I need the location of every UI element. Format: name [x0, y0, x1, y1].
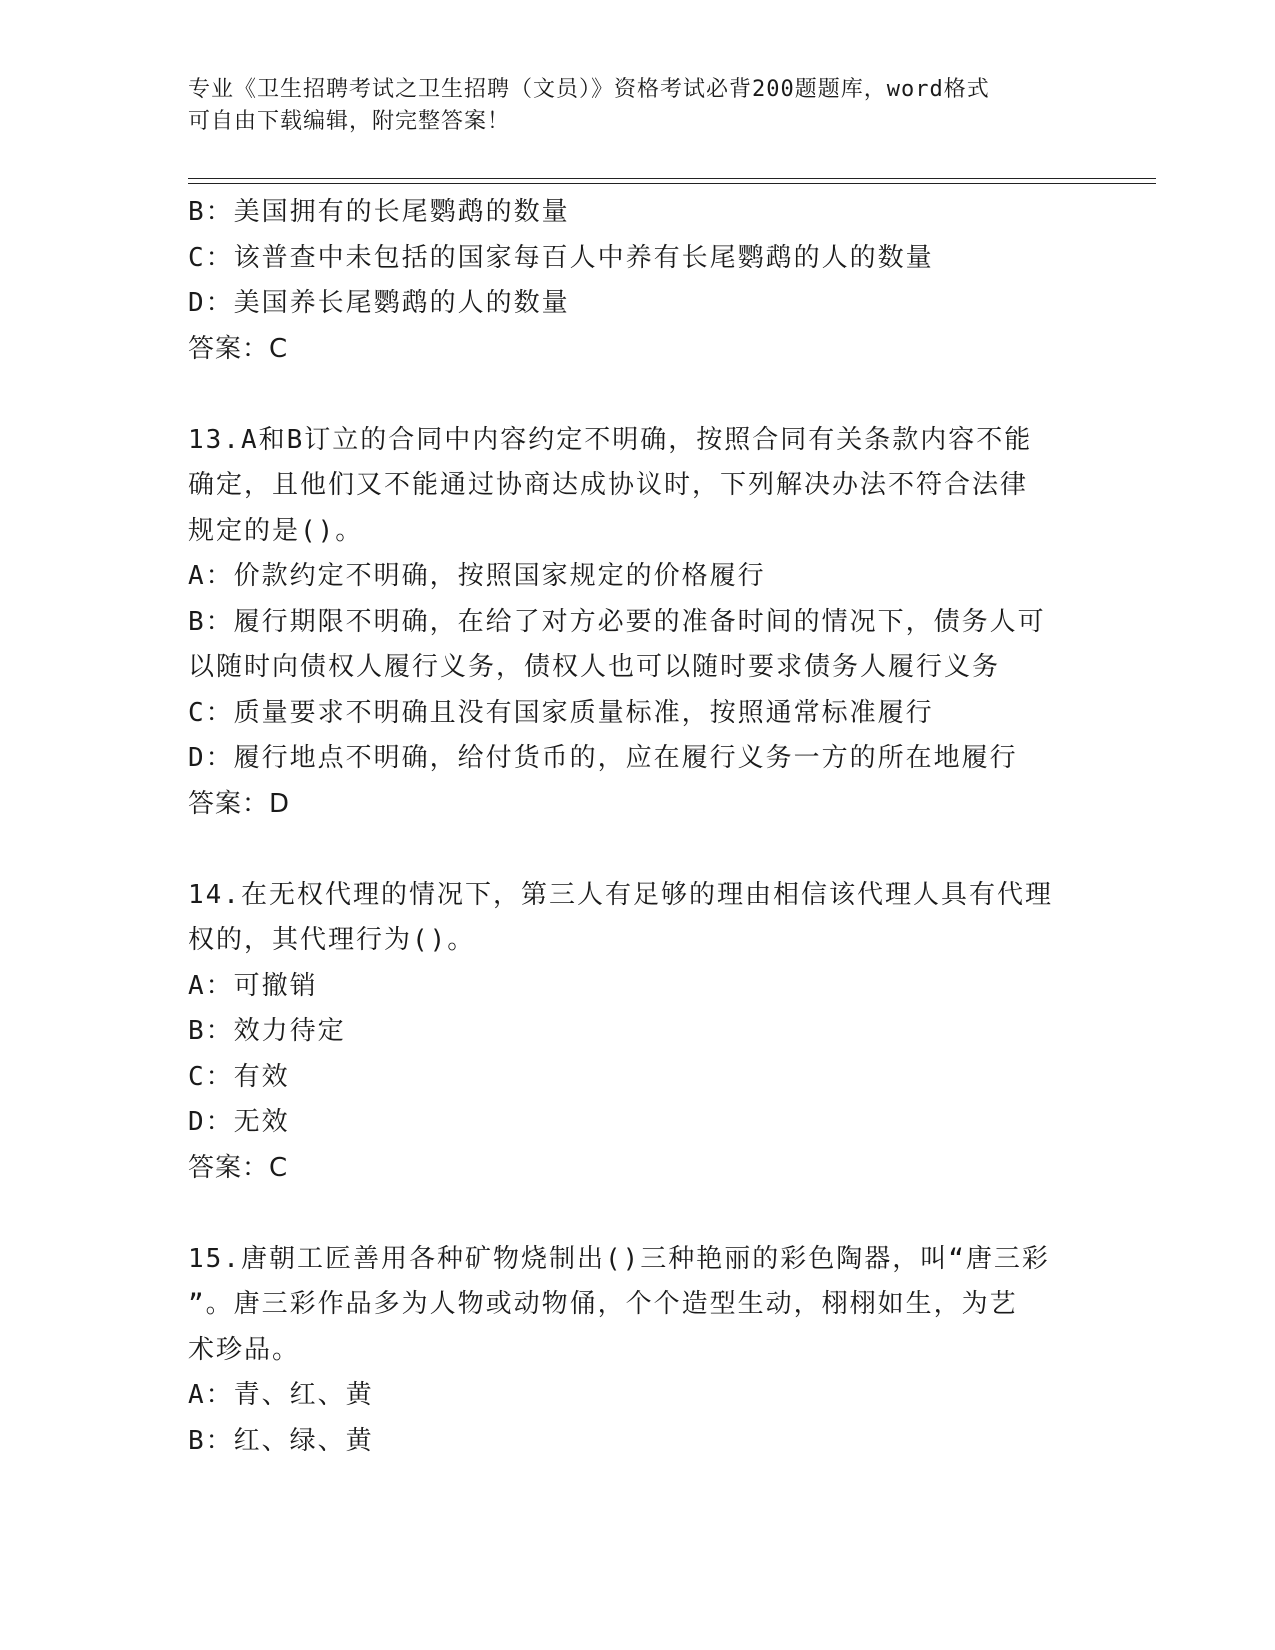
question-14 [188, 873, 1088, 1192]
option-c: C：质量要求不明确且没有国家质量标准，按照通常标准履行 [188, 697, 934, 728]
question-stem-line: 14.在无权代理的情况下，第三人有足够的理由相信该代理人具有代理 [188, 879, 1053, 910]
option-b: B：红、绿、黄 [188, 1425, 374, 1456]
option-c: C：该普查中未包括的国家每百人中养有长尾鹦鹉的人的数量 [188, 242, 934, 273]
option-b: B：美国拥有的长尾鹦鹉的数量 [188, 197, 570, 227]
header-divider-top [188, 178, 1156, 179]
answer-line: 答案：C [188, 1152, 289, 1183]
option-d: D：美国养长尾鹦鹉的人的数量 [188, 288, 570, 318]
spacer [188, 827, 1088, 873]
question-stem-line: 术珍品。 [188, 1334, 301, 1365]
option-c: C：有效 [188, 1061, 290, 1092]
question-15 [188, 1237, 1088, 1465]
header-line-1: 专业《卫生招聘考试之卫生招聘（文员）》资格考试必背200题题库，word格式 [188, 77, 990, 102]
option-d: D：无效 [188, 1107, 290, 1137]
option-a: A：可撤销 [188, 970, 318, 1001]
option-b: B：效力待定 [188, 1016, 346, 1046]
option-d: D：履行地点不明确，给付货币的，应在履行义务一方的所在地履行 [188, 743, 1018, 773]
option-a: A：价款约定不明确，按照国家规定的价格履行 [188, 561, 766, 591]
question-stem-line: ”。唐三彩作品多为人物或动物俑，个个造型生动，栩栩如生，为艺 [188, 1289, 1018, 1319]
option-b-continued: 以随时向债权人履行义务，债权人也可以随时要求债务人履行义务 [188, 652, 1001, 682]
question-stem-line: 15.唐朝工匠善用各种矿物烧制出()三种艳丽的彩色陶器，叫“唐三彩 [188, 1243, 1050, 1274]
answer-line: 答案：D [188, 788, 291, 819]
question-stem-line: 权的，其代理行为()。 [188, 925, 476, 955]
spacer [188, 1191, 1088, 1237]
question-stem-line: 确定，且他们又不能通过协商达成协议时，下列解决办法不符合法律 [188, 470, 1029, 500]
question-12-tail [188, 190, 1088, 372]
question-13 [188, 418, 1088, 828]
document-header [188, 74, 1068, 138]
header-divider-bottom [188, 183, 1156, 184]
option-a: A：青、红、黄 [188, 1380, 374, 1410]
question-stem-line: 规定的是()。 [188, 515, 364, 546]
header-line-2: 可自由下载编辑，附完整答案！ [188, 109, 511, 134]
spacer [188, 372, 1088, 418]
question-list [188, 190, 1088, 1464]
question-stem-line: 13.A和B订立的合同中内容约定不明确，按照合同有关条款内容不能 [188, 424, 1033, 455]
option-b: B：履行期限不明确，在给了对方必要的准备时间的情况下，债务人可 [188, 606, 1046, 637]
answer-line: 答案：C [188, 333, 289, 364]
